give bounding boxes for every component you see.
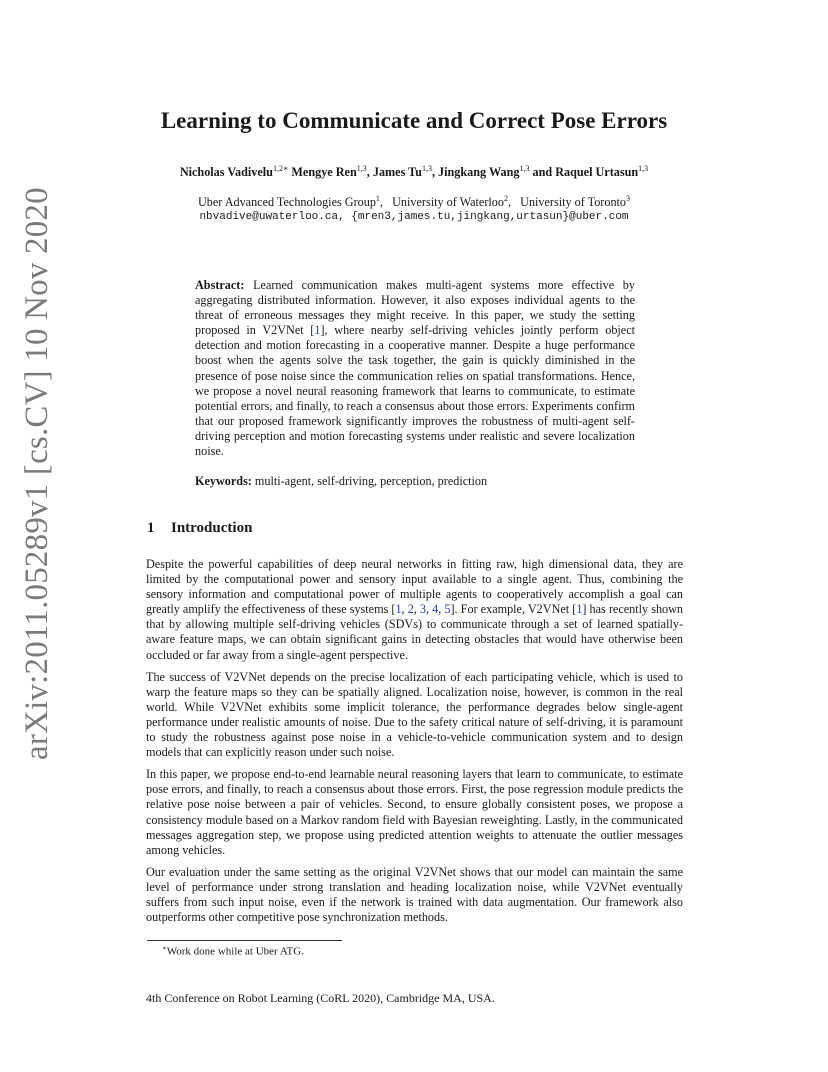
citation-link[interactable]: 1 — [314, 323, 321, 338]
author-emails: nbvadive@uwaterloo.ca, {mren3,james.tu,jingkang,urtasun}@uber.com — [199, 211, 629, 223]
author-name: Mengye Ren — [291, 165, 357, 180]
affiliation-name: Uber Advanced Technologies Group — [197, 195, 376, 210]
author-affiliation-marker: 1,3 — [519, 164, 530, 173]
author-affiliation-marker: 1,3 — [356, 164, 367, 173]
abstract-text: ], where nearby self-driving vehicles jointly perform object detection and motion forecasting in a cooperative manner. Despite a huge performance boost when the agents solve the task together, the gain is quickly diminished in the presence of pose noise since the communication relies on spatial transformations. Hence, we propose a novel neural reasoning framework that learns to communicate, to estimate potential errors, and finally, to reach a consensus about those errors. Experiments confirm that our proposed framework significantly improves the robustness of multi-agent self-driving perception and motion forecasting systems under realistic and severe localization noise. — [195, 323, 635, 459]
citation-link[interactable]: 1 — [576, 602, 583, 617]
footnote-marker: ∗ — [162, 944, 167, 952]
author-separator: and — [529, 165, 556, 180]
paper-title: Learning to Communicate and Correct Pose Errors — [160, 108, 668, 133]
author-separator: , — [431, 165, 439, 180]
footnote-divider — [147, 940, 342, 941]
conference-notice: 4th Conference on Robot Learning (CoRL 2020), Cambridge MA, USA. — [146, 991, 495, 1005]
section-number: 1 — [147, 520, 155, 536]
author-separator: , — [366, 165, 373, 180]
citation-link[interactable]: 5 — [444, 602, 451, 617]
paragraph: Despite the powerful capabilities of deep neural networks in fitting raw, high dimensional data, they are limited by the computational power and sensory input available to a single agent. Thus, combining the sensory information and computational power of multiple agents to cooperatively accomplish a goal can greatly amplify the effectiveness of these systems [1, 2, 3, 4, 5]. For example, V2VNet [1] has recently shown that by allowing multiple self-driving vehicles (SDVs) to communicate through a set of learned spatially-aware feature maps, we can obtain significant gains in detecting obstacles that would have otherwise been occluded or far away from a single-agent perspective. — [146, 557, 684, 662]
affiliation-separator: , — [507, 195, 521, 210]
paragraph: The success of V2VNet depends on the precise localization of each participating vehicle, which is used to warp the feature maps so they can be spatially aligned. Localization noise, however, is common in the real world. While V2VNet exhibits some implicit tolerance, the performance degrades below single-agent performance under realistic amounts of noise. Due to the safety critical nature of self-driving, it is paramount to study the robustness against pose noise in a vehicle-to-vehicle communication system and to design models that can explicitly reason under such noise. — [146, 669, 683, 760]
abstract — [195, 278, 635, 459]
section-heading — [147, 520, 252, 537]
affiliation-name: University of Toronto — [520, 195, 627, 210]
author-name: Jingkang Wang — [438, 165, 520, 180]
citation-link[interactable]: 1 — [395, 602, 402, 617]
affiliation-list — [0, 194, 828, 210]
arxiv-identifier-stamp: arXiv:2011.05289v1 [cs.CV] 10 Nov 2020 — [19, 187, 55, 760]
paragraph: In this paper, we propose end-to-end learnable neural reasoning layers that learn to communicate, to estimate pose errors, and finally, to reach a consensus about those errors. First, the pose regression module predicts the relative pose noise between a pair of vehicles. Second, to ensure globally consistent poses, we propose a consistency module based on a Markov random field with Bayesian reweighting. Lastly, in the communicated messages aggregation step, we propose using predicted attention weights to attenuate the outlier messages among vehicles. — [146, 767, 683, 857]
citation-link[interactable]: 2 — [407, 602, 414, 617]
affiliation-separator: , — [379, 195, 393, 210]
affiliation-name: University of Waterloo — [392, 195, 504, 210]
paragraph-text: ] has recently shown that by allowing multiple self-driving vehicles (SDVs) to communicate through a set of learned spatially-aware feature maps, we can obtain significant gains in detecting obstacles that would have otherwise been occluded or far away from a single-agent perspective. — [146, 602, 684, 662]
keywords — [195, 474, 635, 489]
author-name: Raquel Urtasun — [555, 165, 639, 180]
author-name: James Tu — [372, 165, 422, 180]
abstract-label: Abstract: — [195, 278, 245, 292]
keywords-label: Keywords: — [195, 474, 252, 488]
affiliation-number: 2 — [503, 194, 508, 203]
footnote-text: Work done while at Uber ATG. — [166, 945, 304, 958]
paragraph-text: ]. For example, V2VNet [ — [450, 602, 577, 617]
citation-link[interactable]: 4 — [432, 602, 439, 617]
author-name: Nicholas Vadivelu — [179, 165, 273, 180]
footnote — [162, 944, 304, 958]
introduction-body — [146, 557, 683, 932]
author-affiliation-marker: 1,2 — [272, 164, 283, 173]
author-affiliation-marker: 1,3 — [638, 164, 649, 173]
footnote-marker: ∗ — [282, 164, 289, 173]
affiliation-number: 3 — [626, 194, 631, 203]
author-list — [0, 164, 828, 180]
abstract-text: Learned communication makes multi-agent systems more effective by aggregating distributed information. However, it also exposes individual agents to the threat of erroneous messages they might receive. In this paper, we study the setting proposed in V2VNet [ — [195, 278, 635, 338]
author-affiliation-marker: 1,3 — [421, 164, 432, 173]
keywords-text: multi-agent, self-driving, perception, prediction — [251, 474, 488, 488]
section-title: Introduction — [171, 520, 253, 536]
paragraph: Our evaluation under the same setting as the original V2VNet shows that our model can maintain the same level of performance under strong translation and heading localization noise, while V2VNet eventually suffers from such input noise, even if the network is trained with data augmentation. Our framework also outperforms other competitive pose synchronization methods. — [146, 864, 683, 925]
paragraph-text: Despite the powerful capabilities of deep neural networks in fitting raw, high dimensional data, they are limited by the computational power and sensory input available to a single agent. Thus, combining the sensory information and computational power of multiple agents to cooperatively accomplish a goal can greatly amplify the effectiveness of these systems [ — [146, 557, 683, 617]
affiliation-number: 1 — [375, 194, 380, 203]
citation-link[interactable]: 3 — [419, 602, 427, 617]
